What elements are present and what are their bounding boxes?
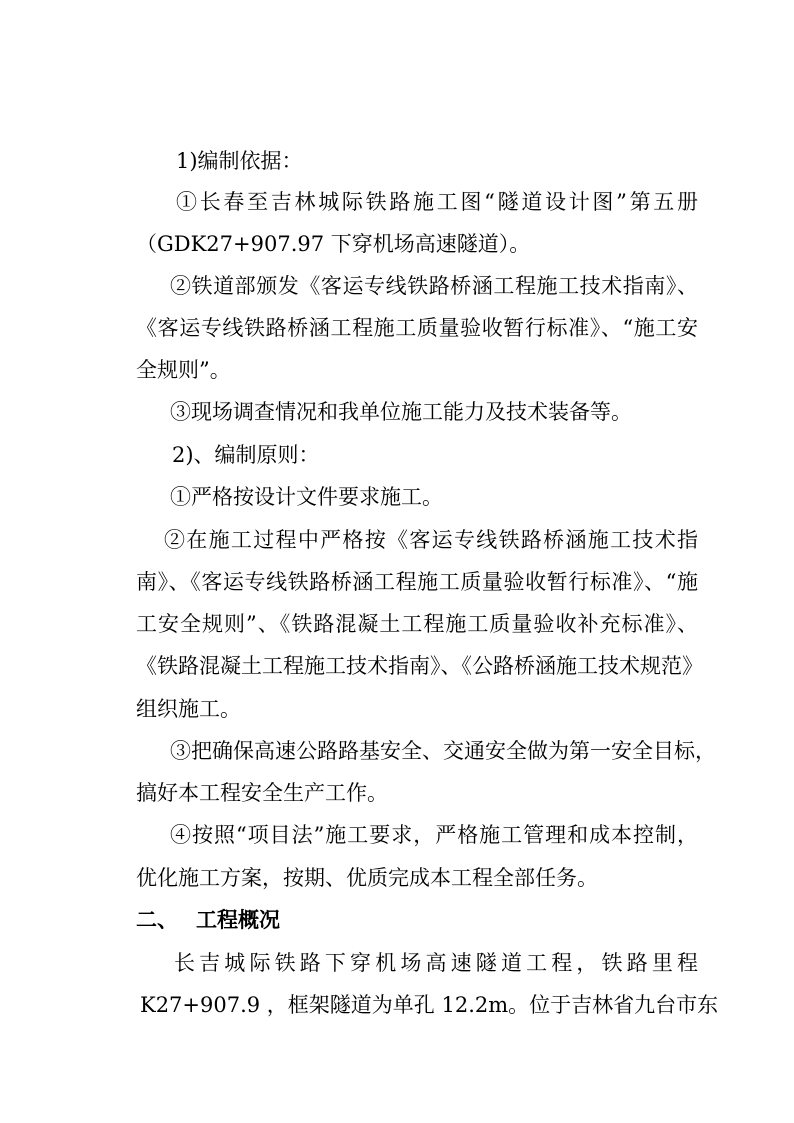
principle-item-3-line-2: 搞好本工程安全生产工作。 [136, 781, 388, 805]
basis-item-2-line-3: 全规则”。 [136, 358, 231, 382]
principle-item-2-line-2: 南》、《客运专线铁路桥涵工程施工质量验收暂行标准》、“施 [136, 570, 698, 594]
principle-item-2-line-1: ②在施工过程中严格按《客运专线铁路桥涵施工技术指 [164, 528, 698, 552]
basis-item-1-line-1: ①长春至吉林城际铁路施工图“隧道设计图”第五册 [176, 190, 698, 214]
principle-item-3-line-1: ③把确保高速公路路基安全、交通安全做为第一安全目标， [170, 739, 716, 763]
principle-item-2-line-5: 组织施工。 [136, 697, 241, 721]
principle-item-4-line-1: ④按照“项目法”施工要求，严格施工管理和成本控制， [170, 823, 698, 847]
section-title: 工程概况 [196, 907, 280, 932]
heading-compilation-basis: 1)编制依据： [176, 149, 303, 173]
section-number: 二、 [136, 907, 178, 932]
principle-item-2-line-3: 工安全规则”、《铁路混凝土工程施工质量验收补充标准》、 [136, 612, 698, 636]
basis-item-2-line-1: ②铁道部颁发《客运专线铁路桥涵工程施工技术指南》、 [170, 274, 698, 298]
principle-item-2-line-4: 《铁路混凝土工程施工技术指南》、《公路桥涵施工技术规范》 [136, 654, 703, 678]
overview-line-1: 长吉城际铁路下穿机场高速隧道工程，铁路里程 [174, 951, 698, 975]
principle-item-1: ①严格按设计文件要求施工。 [170, 485, 443, 509]
basis-item-3: ③现场调查情况和我单位施工能力及技术装备等。 [170, 400, 632, 424]
basis-item-2-line-2: 《客运专线铁路桥涵工程施工质量验收暂行标准》、“施工安 [136, 316, 698, 340]
principle-item-4-line-2: 优化施工方案，按期、优质完成本工程全部任务。 [136, 866, 598, 890]
heading-compilation-principles: 2)、编制原则： [172, 443, 320, 467]
basis-item-1-line-2: （GDK27+907.97 下穿机场高速隧道）。 [136, 232, 531, 256]
overview-line-2: K27+907.9 ，框架隧道为单孔 12.2m。位于吉林省九台市东 [140, 993, 719, 1017]
